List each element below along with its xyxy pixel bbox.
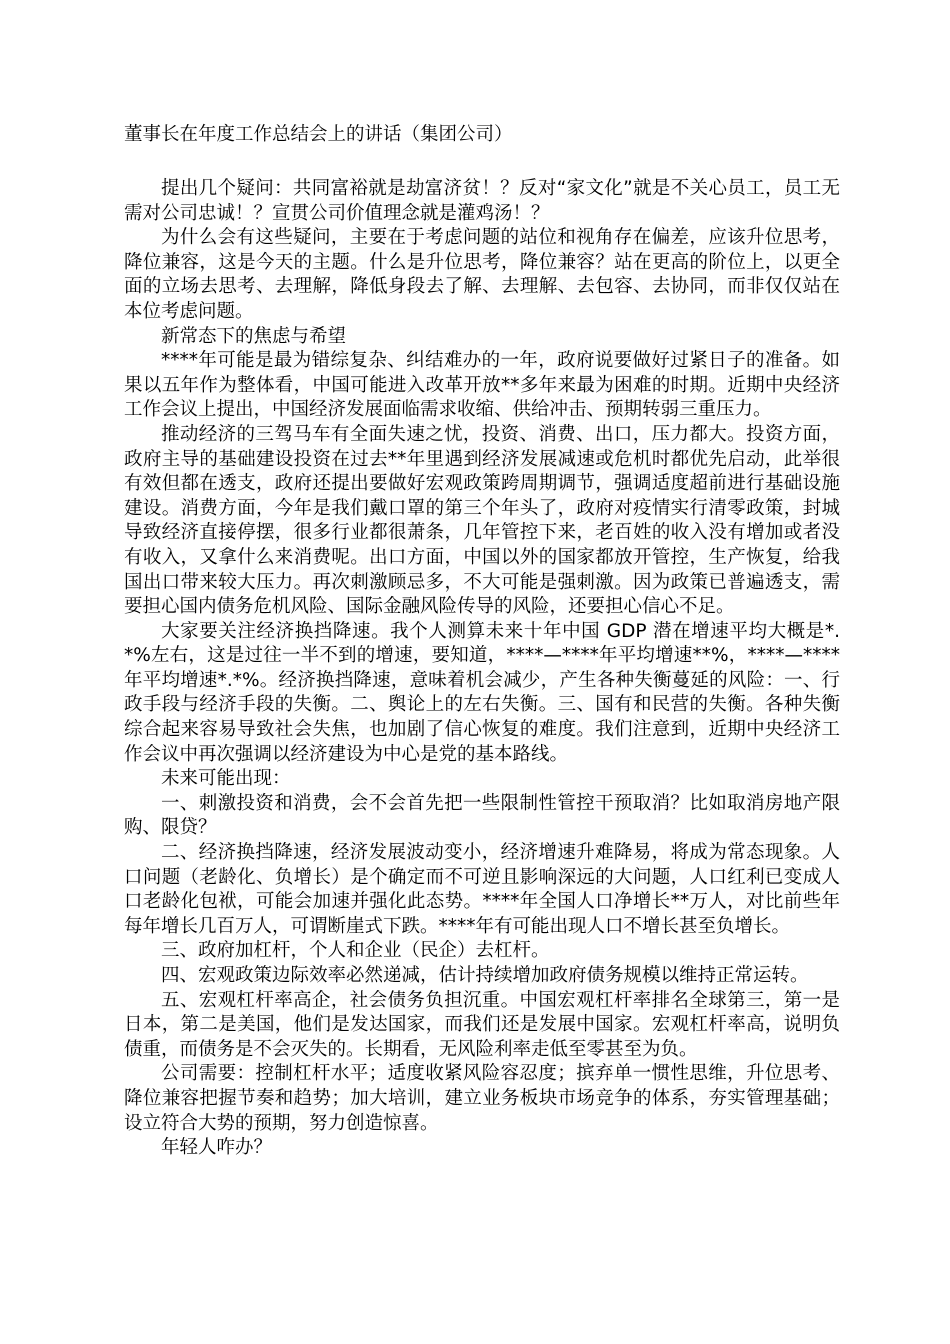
paragraph-future-intro: 未来可能出现： — [161, 768, 291, 790]
document-page — [124, 122, 840, 1161]
paragraph-economic-slowdown: 大家要关注经济换挡降速。我个人测算未来十年中国 GDP 潜在增速平均大概是*.*%左右，这是过往一半不到的增速，要知道，****—****年平均增速**%，****—****年平均增速*.*%。经济换挡降速，意味着机会减少，产生各种失衡蔓延的风险：一、行政手段与经济手段的失衡。二、舆论上的左右失衡。三、国有和民营的失衡。各种失衡综合起来容易导致社会失焦，也加剧了信心恢复的难度。我们注意到，近期中央经济工作会议中再次强调以经济建设为中心是党的基本路线。 — [124, 620, 840, 765]
list-item-future-3: 三、政府加杠杆，个人和企业（民企）去杠杆。 — [161, 940, 550, 962]
paragraph-questions: 提出几个疑问：共同富裕就是劫富济贫！？反对“家文化”就是不关心员工，员工无需对公司忠诚！？宣贯公司价值理念就是灌鸡汤！？ — [124, 178, 840, 224]
document-title: 董事长在年度工作总结会上的讲话（集团公司） — [124, 124, 513, 145]
list-item-future-1: 一、刺激投资和消费，会不会首先把一些限制性管控干预取消？比如取消房地产限购、限贷？ — [124, 792, 840, 839]
paragraph-three-engines: 推动经济的三驾马车有全面失速之忧，投资、消费、出口，压力都大。投资方面，政府主导的基础建设投资在过去**年里遇到经济发展减速或危机时都优先启动，此举很有效但都在透支，政府还提出要做好宏观政策跨周期调节，强调适度超前进行基础设施建设。消费方面，今年是我们戴口罩的第三个年头了，政府对疫情实行清零政策，封城导致经济直接停摆，很多行业都很萧条，几年管控下来，老百姓的收入没有增加或者没有收入，又拿什么来消费呢。出口方面，中国以外的国家都放开管控，生产恢复，给我国出口带来较大压力。再次刺激顾忌多，不大可能是强刺激。因为政策已普遍透支，需要担心国内债务危机风险、国际金融风险传导的风险，还要担心信心不足。 — [124, 423, 840, 618]
section-heading-new-normal: 新常态下的焦虑与希望 — [161, 325, 347, 347]
paragraph-company-needs: 公司需要：控制杠杆水平；适度收紧风险容忍度；摈弃单一惯性思维，升位思考、降位兼容把握节奏和趋势；加大培训，建立业务板块市场竞争的体系，夯实管理基础；设立符合大势的预期，努力创造惊喜。 — [124, 1063, 840, 1134]
list-item-future-5: 五、宏观杠杆率高企，社会债务负担沉重。中国宏观杠杆率排名全球第三，第一是日本，第二是美国，他们是发达国家，而我们还是发展中国家。宏观杠杆率高，说明负债重，而债务是不会灭失的。长期看，无风险利率走低至零甚至为负。 — [124, 989, 840, 1060]
list-item-future-4: 四、宏观政策边际效率必然递减，估计持续增加政府债务规模以维持正常运转。 — [161, 965, 809, 986]
paragraph-difficult-year: ****年可能是最为错综复杂、纠结难办的一年，政府说要做好过紧日子的准备。如果以五年作为整体看，中国可能进入改革开放**多年来最为困难的时期。近期中央经济工作会议上提出，中国经济发展面临需求收缩、供给冲击、预期转弱三重压力。 — [124, 350, 840, 421]
paragraph-young-people: 年轻人咋办？ — [161, 1137, 273, 1159]
paragraph-theme: 为什么会有这些疑问，主要在于考虑问题的站位和视角存在偏差，应该升位思考，降位兼容，这是今天的主题。什么是升位思考，降位兼容？站在更高的阶位上，以更全面的立场去思考、去理解，降低身段去了解、去理解、去包容、去协同，而非仅仅站在本位考虑问题。 — [124, 227, 840, 322]
list-item-future-2: 二、经济换挡降速，经济发展波动变小，经济增速升难降易，将成为常态现象。人口问题（老龄化、负增长）是个确定而不可逆且影响深远的大问题，人口红利已变成人口老龄化包袱，可能会加速并强化此态势。****年全国人口净增长**万人，对比前些年每年增长几百万人，可谓断崖式下跌。****年有可能出现人口不增长甚至负增长。 — [124, 842, 840, 937]
document-body — [124, 177, 840, 1161]
